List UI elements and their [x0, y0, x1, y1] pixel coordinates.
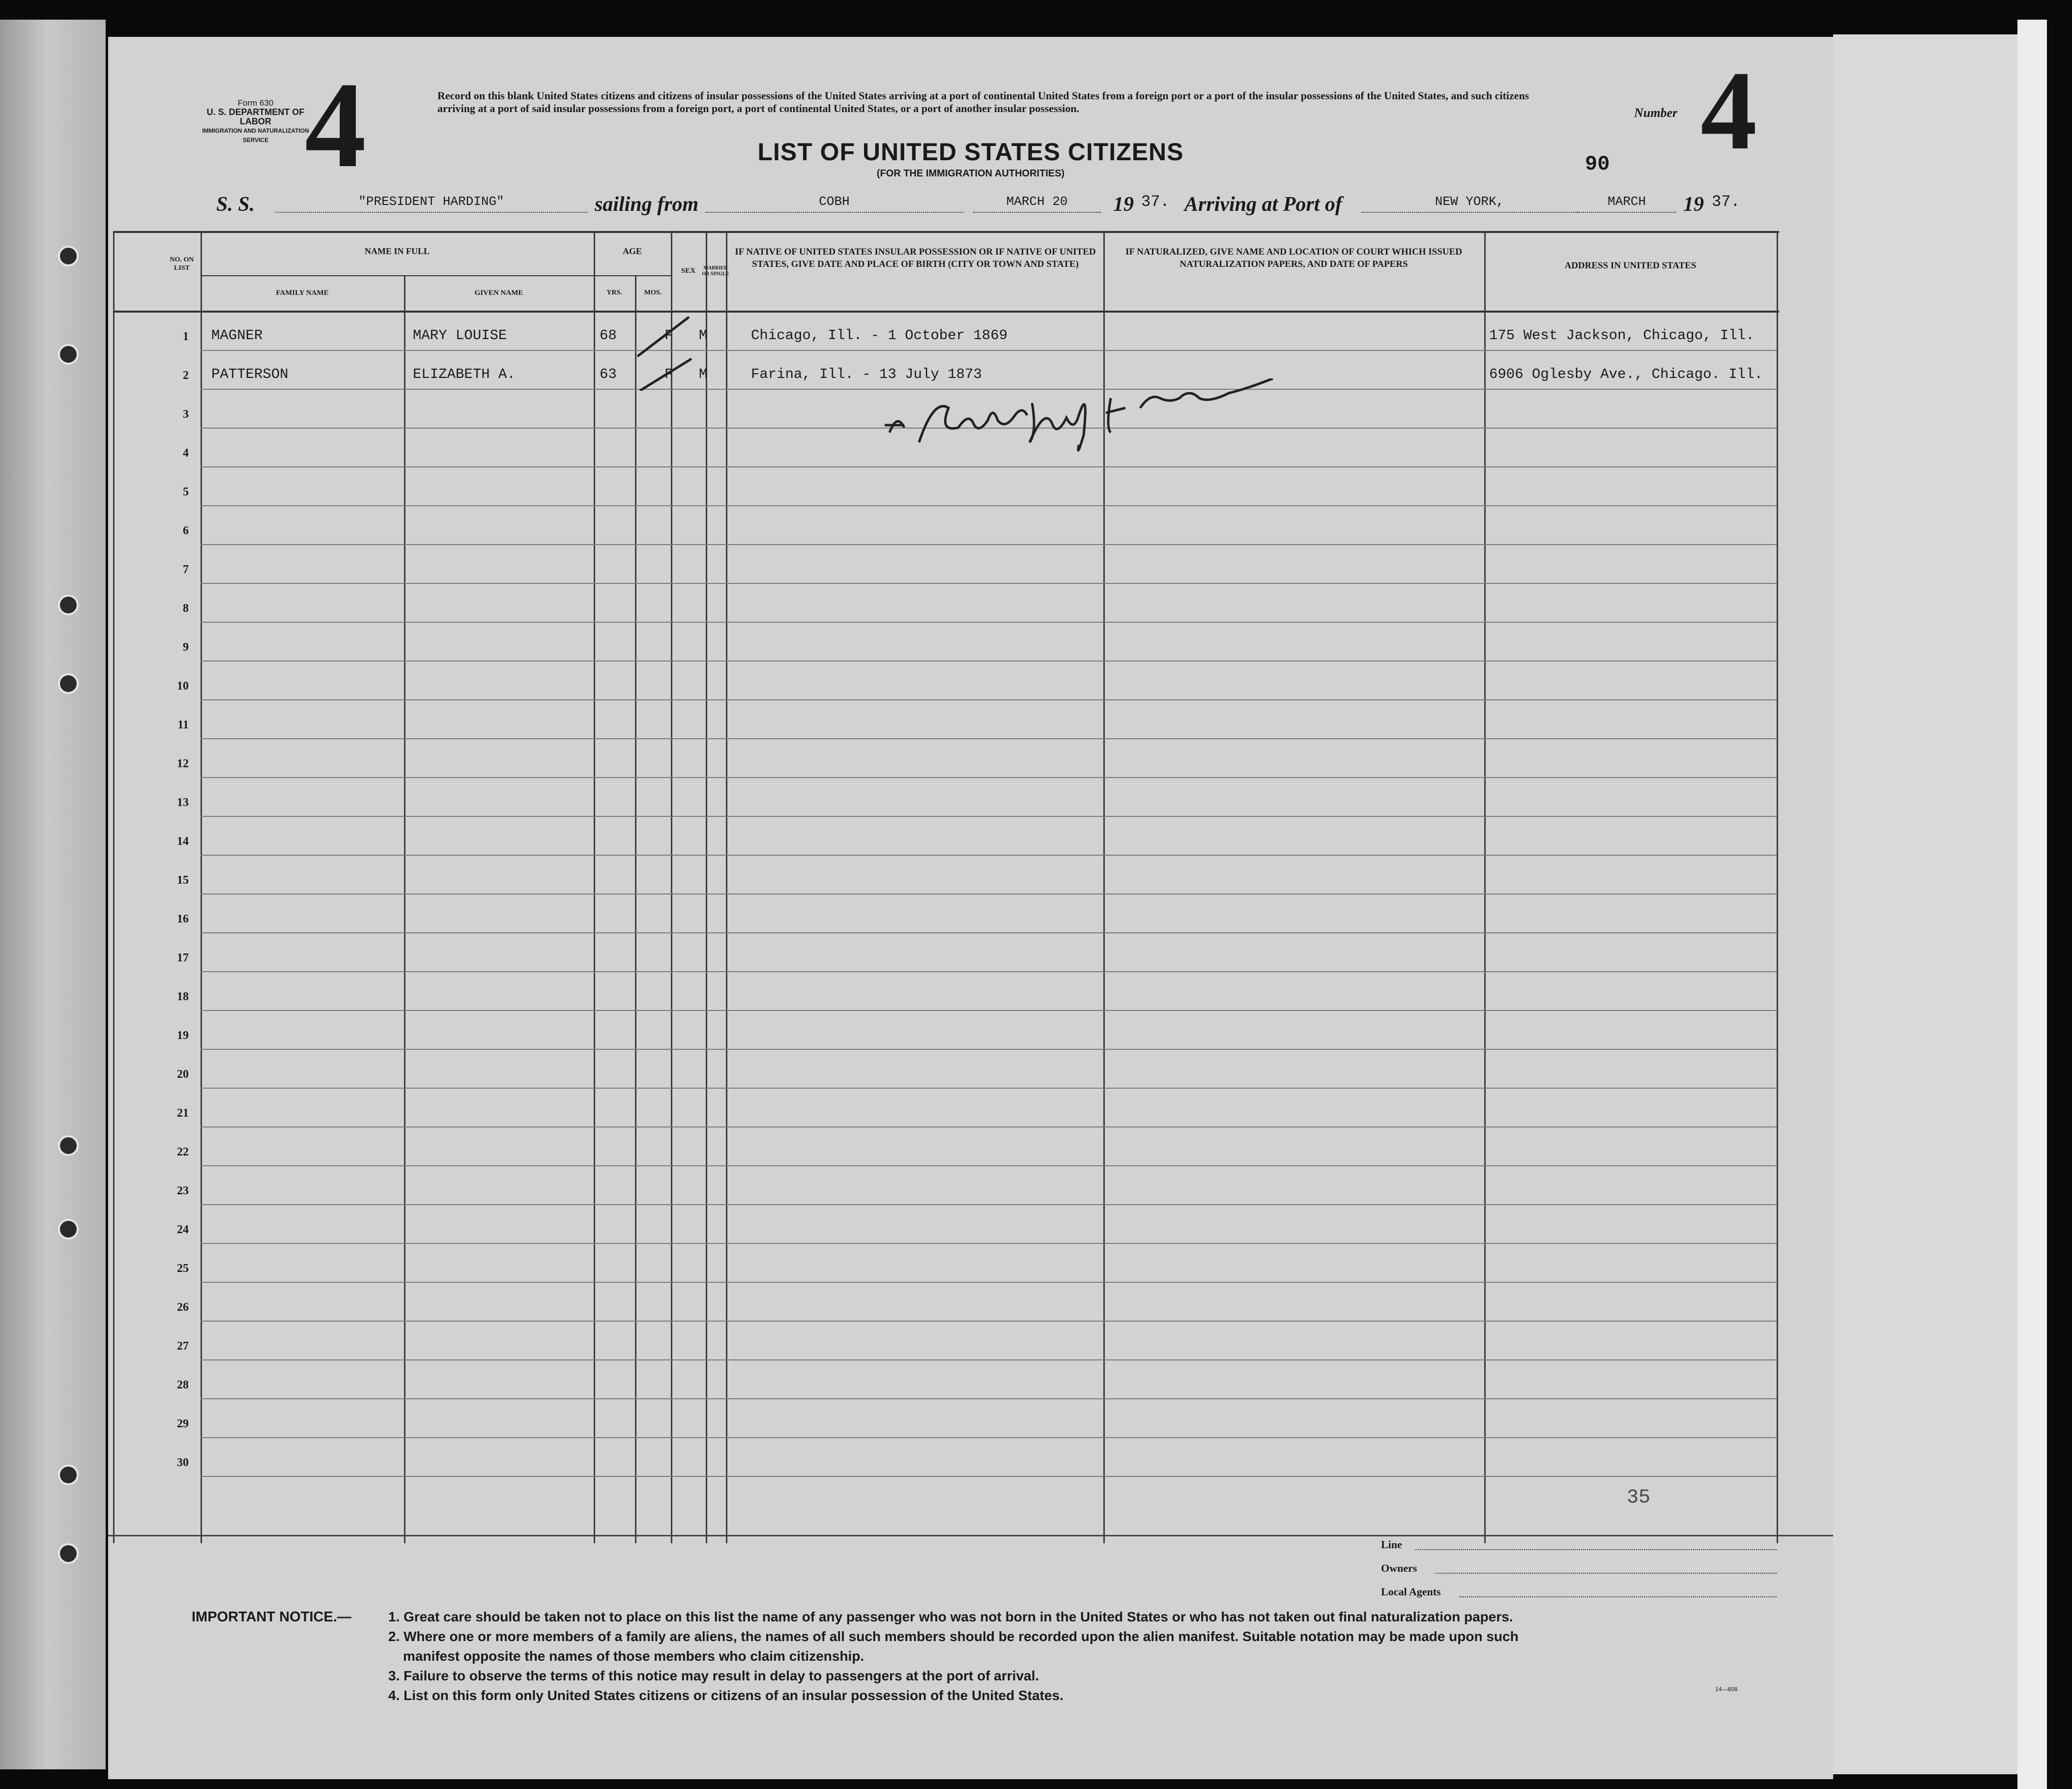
list-number: 4 [1700, 48, 1757, 173]
row-number: 19 [177, 1029, 189, 1042]
stamp-number: 4 [305, 57, 366, 193]
cell-birth: Chicago, Ill. - 1 October 1869 [751, 327, 1008, 344]
page-title: LIST OF UNITED STATES CITIZENS [757, 138, 1184, 166]
row-number: 20 [177, 1068, 189, 1081]
row-number: 7 [183, 563, 189, 576]
sailing-from-port: COBH [705, 194, 963, 213]
notice-item-3: 3. Failure to observe the terms of this notice may result in delay to passengers at the port of arrival. [388, 1668, 1039, 1683]
row-number: 28 [177, 1379, 189, 1391]
service-name: IMMIGRATION AND NATURALIZATION SERVICE [202, 127, 309, 144]
row-number: 14 [177, 835, 189, 848]
page-subtitle: (FOR THE IMMIGRATION AUTHORITIES) [876, 168, 1065, 179]
row-number: 9 [183, 641, 189, 654]
row-number: 21 [177, 1107, 189, 1120]
cell-sex: F [664, 327, 673, 344]
row-number: 23 [177, 1184, 189, 1197]
form-instructions: Record on this blank United States citizens and citizens of insular possessions of the United States arriving at a port of continental United States from a foreign port or a port of the insular possessions of the United States, and such citizens arriving at a port of said insular possessions from a foreign port, a port of continental United States, or a port of another insular possession. [437, 89, 1529, 115]
sequence-number: 90 [1585, 152, 1610, 176]
cell-given-name: ELIZABETH A. [413, 366, 516, 382]
col-header-given-name: GIVEN NAME [474, 289, 523, 297]
row-number: 11 [177, 719, 189, 731]
passenger-table [113, 231, 1804, 1543]
row-number: 12 [177, 757, 189, 770]
punch-hole [58, 595, 79, 615]
punch-hole [58, 1465, 79, 1485]
page-mark: 35 [1627, 1487, 1651, 1509]
col-header-age: AGE [622, 246, 642, 256]
arrival-year: 37. [1712, 193, 1740, 211]
cell-birth: Farina, Ill. - 13 July 1873 [751, 366, 982, 382]
notice-item-4: 4. List on this form only United States citizens or citizens of an insular possession of the United States. [388, 1688, 1064, 1703]
arrival-port: NEW YORK, [1361, 194, 1578, 213]
handwritten-annotation [875, 378, 1391, 467]
cell-family-name: MAGNER [211, 327, 263, 344]
punch-hole [58, 1219, 79, 1240]
col-header-name-in-full: NAME IN FULL [364, 246, 430, 256]
row-number: 29 [177, 1417, 189, 1430]
form-number: Form 630 [237, 98, 274, 108]
row-number: 10 [177, 680, 189, 693]
col-header-no: NO. ON LIST [170, 256, 194, 272]
form-identifier [192, 98, 319, 145]
form-code: 14—808 [1715, 1686, 1738, 1693]
number-label: Number [1634, 106, 1678, 120]
sailing-date: MARCH 20 [973, 194, 1101, 213]
ship-name: "PRESIDENT HARDING" [275, 194, 587, 213]
row-number: 13 [177, 796, 189, 809]
row-number: 24 [177, 1223, 189, 1236]
cell-marital: M [699, 366, 708, 382]
col-header-months: MOS. [644, 289, 662, 296]
line-label: Line [1381, 1538, 1402, 1551]
row-number: 22 [177, 1146, 189, 1158]
arriving-label: Arriving at Port of [1184, 193, 1342, 216]
row-number: 8 [183, 602, 189, 615]
punch-hole [58, 1543, 79, 1564]
arrival-month: MARCH [1578, 194, 1676, 213]
arrival-year-prefix: 19 [1683, 193, 1704, 216]
cell-marital: M [699, 327, 708, 344]
sailing-from-label: sailing from [595, 193, 699, 216]
row-number: 4 [183, 447, 189, 460]
adjacent-sheet [1833, 34, 2017, 1774]
row-number: 16 [177, 913, 189, 925]
row-number: 27 [177, 1340, 189, 1353]
punch-hole [58, 246, 79, 266]
col-header-marital: MARRIED OR SINGLE [702, 265, 729, 277]
col-header-address: ADDRESS IN UNITED STATES [1564, 260, 1697, 271]
notice-item-2-continued: manifest opposite the names of those members who claim citizenship. [403, 1648, 864, 1664]
col-header-naturalization: IF NATURALIZED, GIVE NAME AND LOCATION OF COURT WHICH ISSUED NATURALIZATION PAPERS, AND DATE OF PAPERS [1125, 247, 1462, 269]
punch-hole [58, 1135, 79, 1156]
sailing-year-prefix: 19 [1113, 193, 1134, 216]
row-number: 17 [177, 952, 189, 964]
row-number: 1 [183, 330, 189, 343]
row-number: 3 [183, 408, 189, 421]
row-number: 15 [177, 874, 189, 887]
punch-hole [58, 344, 79, 365]
department-name: U. S. DEPARTMENT OF LABOR [206, 107, 305, 126]
ss-label: S. S. [216, 193, 255, 216]
cell-address: 175 West Jackson, Chicago, Ill. [1489, 327, 1755, 344]
col-header-family-name: FAMILY NAME [276, 289, 329, 297]
sailing-year: 37. [1141, 193, 1170, 211]
cell-family-name: PATTERSON [211, 366, 288, 382]
col-header-sex: SEX [681, 267, 696, 275]
adjacent-sheet-edge [2017, 20, 2047, 1789]
owners-label: Owners [1381, 1562, 1417, 1574]
punch-hole [58, 673, 79, 694]
col-header-years: YRS. [606, 289, 622, 296]
agents-label: Local Agents [1381, 1586, 1441, 1598]
row-number: 26 [177, 1301, 189, 1314]
row-number: 2 [183, 369, 189, 382]
cell-address: 6906 Oglesby Ave., Chicago. Ill. [1489, 366, 1763, 382]
cell-age-years: 63 [600, 366, 617, 382]
cell-given-name: MARY LOUISE [413, 327, 507, 344]
row-number: 30 [177, 1456, 189, 1469]
cell-age-years: 68 [600, 327, 617, 344]
row-number: 25 [177, 1262, 189, 1275]
notice-title: IMPORTANT NOTICE.— [192, 1609, 351, 1625]
row-number: 18 [177, 990, 189, 1003]
notice-item-2: 2. Where one or more members of a family are aliens, the names of all such members should be recorded upon the alien manifest. Suitable notation may be made upon such [388, 1629, 1519, 1644]
binder-strip [0, 20, 106, 1769]
row-number: 5 [183, 486, 189, 498]
handwritten-check-marks [635, 312, 694, 391]
cell-sex: F [664, 366, 673, 382]
col-header-birth: IF NATIVE OF UNITED STATES INSULAR POSSESSION OR IF NATIVE OF UNITED STATES, GIVE DATE AND PLACE OF BIRTH (CITY OR TOWN AND STATE) [735, 247, 1096, 269]
notice-item-1: 1. Great care should be taken not to place on this list the name of any passenger who was not born in the United States or who has not taken out final naturalization papers. [388, 1609, 1513, 1624]
row-number: 6 [183, 524, 189, 537]
